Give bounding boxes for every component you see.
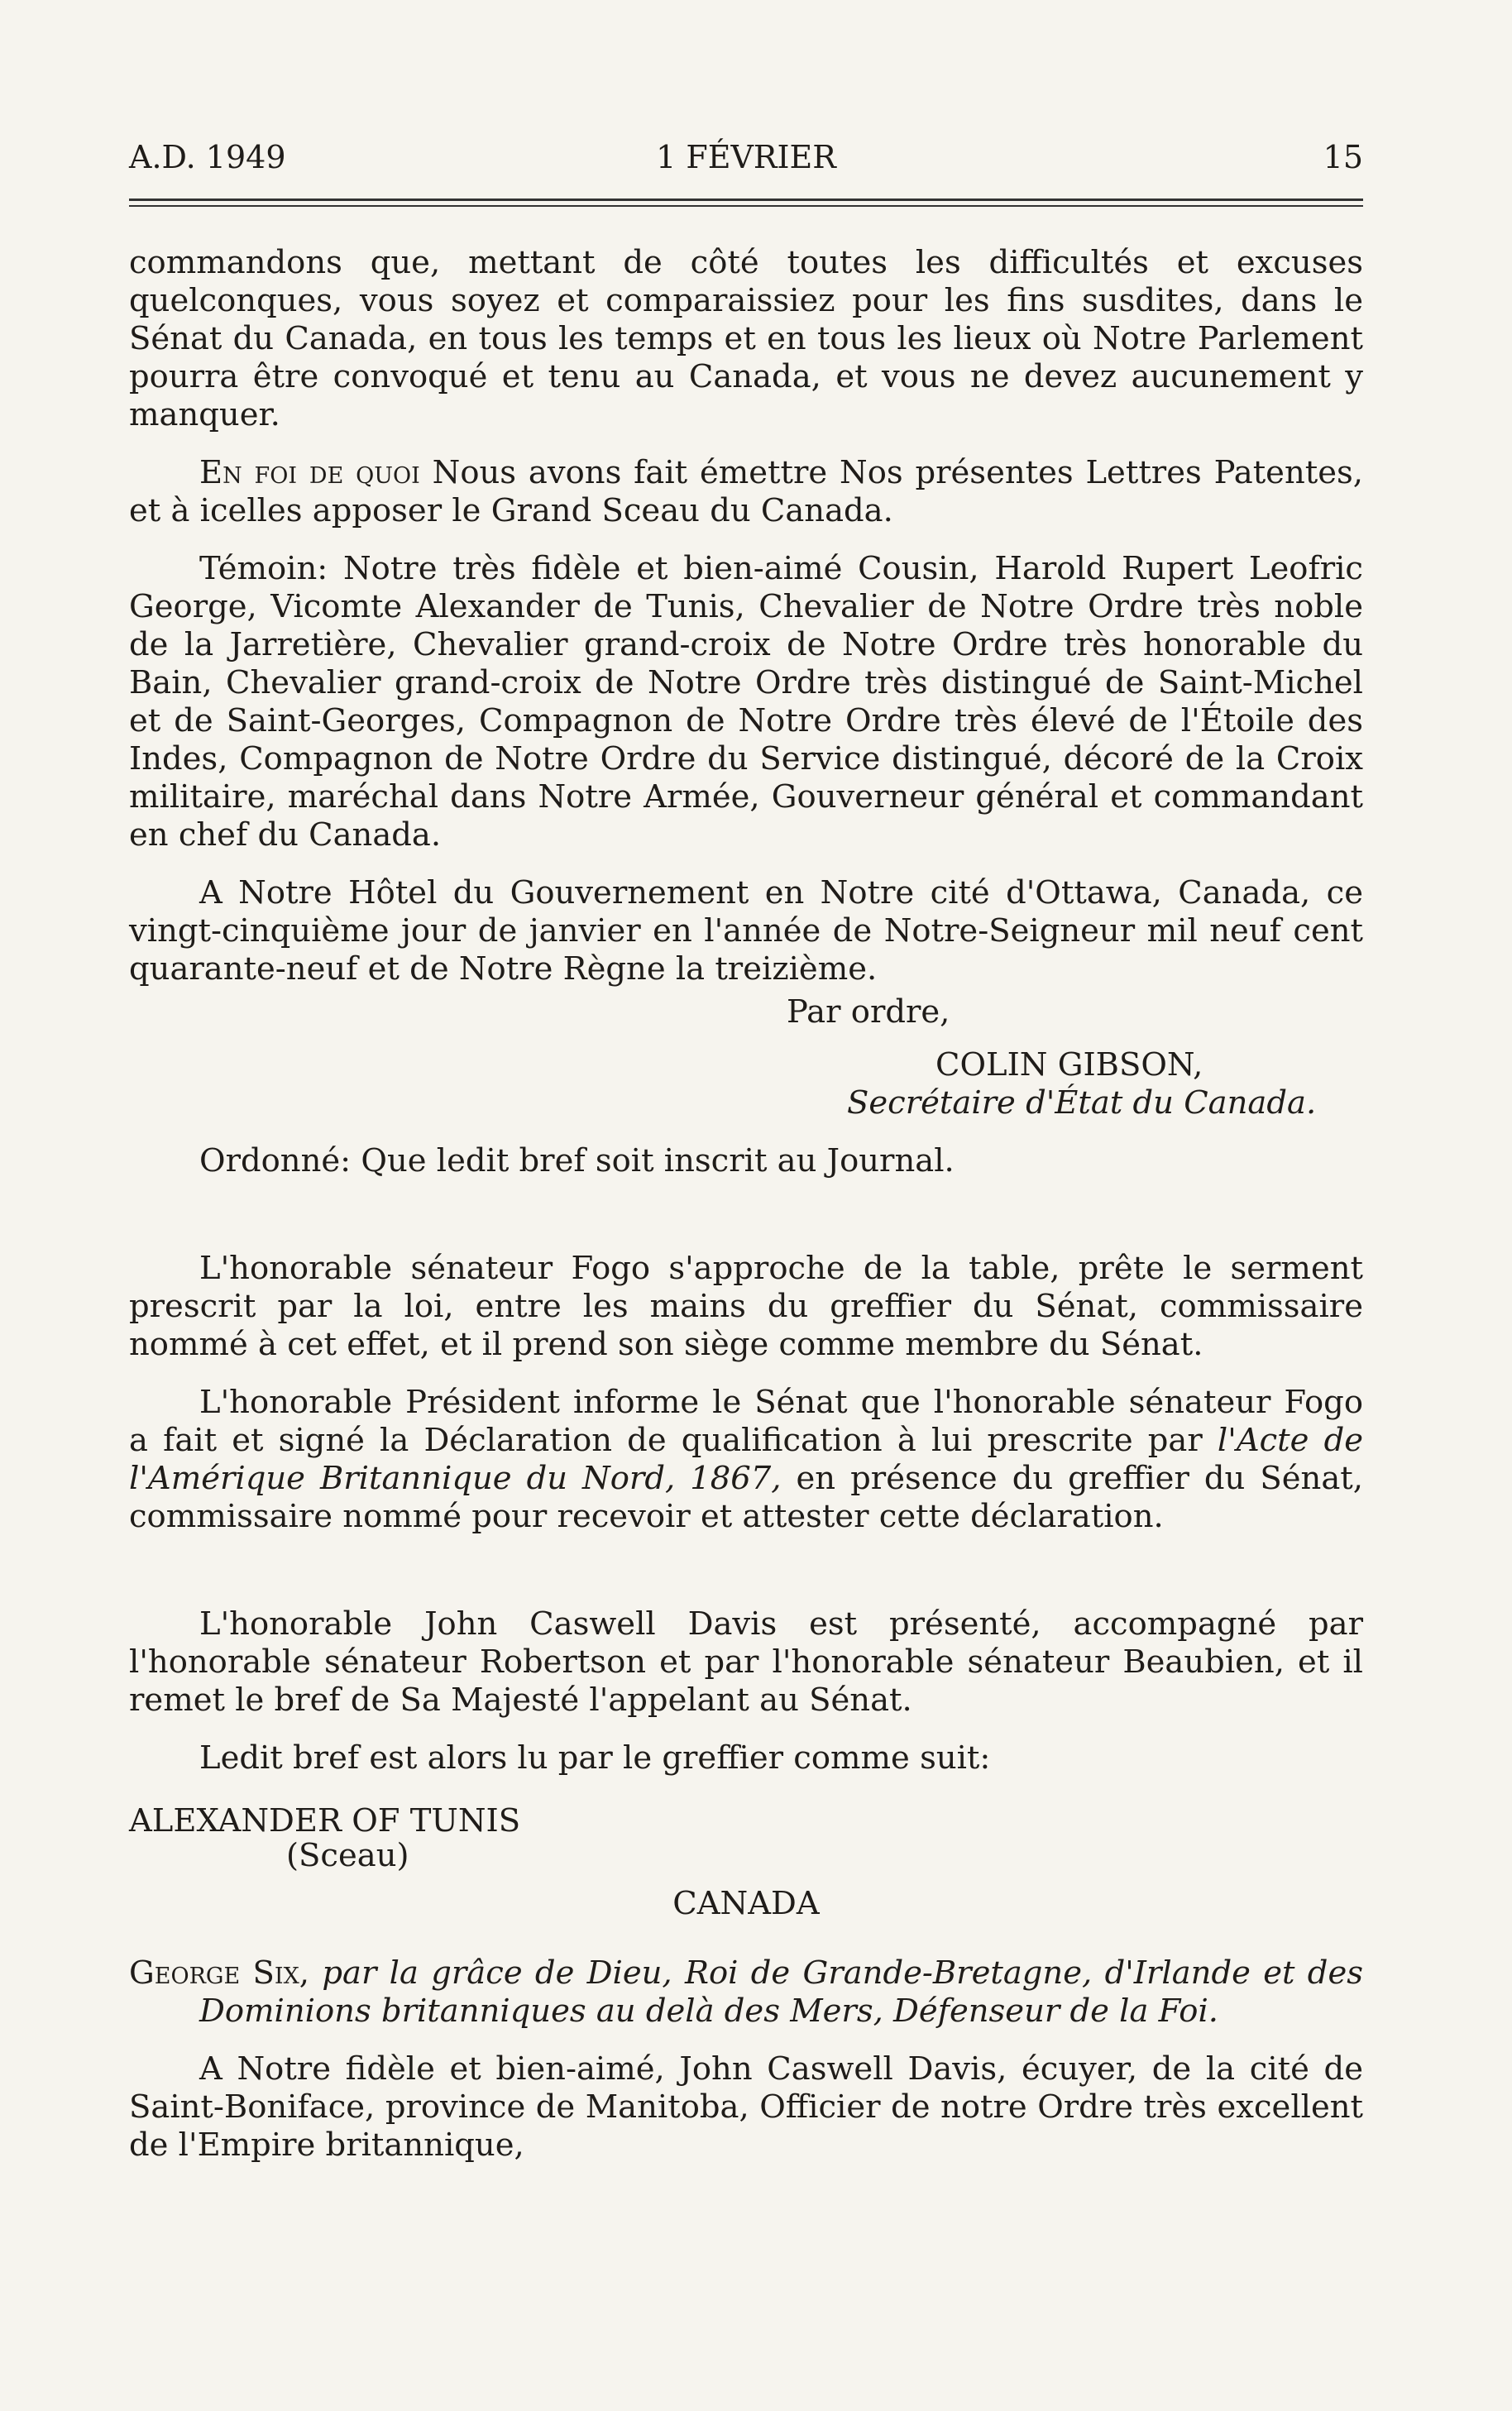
spacer [129,1200,1363,1250]
paragraph-hotel: A Notre Hôtel du Gouvernement en Notre cité d'Ottawa, Canada, ce vingt-cinquième jour de janvier en l'année de Notre-Seigneur mil neuf cent quarante-neuf et de Notre Règne la treizième. [129,874,1363,988]
act-title: l'Acte de l'Amérique Britannique du Nord, 1867, [129,1422,1364,1497]
small-caps-lead: En foi de quoi [199,454,420,491]
signer-name: COLIN GIBSON, [935,1046,1203,1084]
par-ordre: Par ordre, [787,993,950,1031]
paragraph-fogo-declaration [129,1384,1363,1536]
header-rule [129,199,1363,201]
seal-line: (Sceau) [286,1837,409,1874]
header-year: A.D. 1949 [129,139,286,175]
spacer [129,1556,1363,1605]
small-caps-lead: George Six, [129,1954,310,1992]
paragraph-davis: L'honorable John Caswell Davis est présenté, accompagné par l'honorable sénateur Robertson et par l'honorable sénateur Beaubien, et il remet le bref de Sa Majesté l'appelant au Sénat. [129,1605,1363,1719]
paragraph-temoin: Témoin: Notre très fidèle et bien-aimé Cousin, Harold Rupert Leofric George, Vicomte Alexander de Tunis, Chevalier de Notre Ordre très noble de la Jarretière, Chevalier grand-croix de Notre Ordre très honorable du Bain, Chevalier grand-croix de Notre Ordre très distingué de Saint-Michel et de Saint-Georges, Compagnon de Notre Ordre très élevé de l'Étoile des Indes, Compagnon de Notre Ordre du Service distingué, décoré de la Croix militaire, maréchal dans Notre Armée, Gouverneur général et commandant en chef du Canada. [129,550,1363,854]
paragraph-text: en présence du greffier du Sénat, commissaire nommé pour recevoir et attester cette déclaration. [129,1460,1364,1535]
page-number: 15 [1323,139,1363,175]
page-header [129,139,1363,189]
royal-title: par la grâce de Dieu, Roi de Grande-Bretagne, d'Irlande et des Dominions britanniques au delà des Mers, Défenseur de la Foi. [199,1954,1363,2030]
paragraph-ledit: Ledit bref est alors lu par le greffier comme suit: [199,1739,991,1777]
paragraph-text: Nous avons fait émettre Nos présentes Lettres Patentes, et à icelles apposer le Grand Sceau du Canada. [129,454,1363,529]
paragraph-text: L'honorable Président informe le Sénat que l'honorable sénateur Fogo a fait et signé la Déclaration de qualification à lui prescrite par [129,1384,1363,1459]
paragraph-fogo-oath: L'honorable sénateur Fogo s'approche de la table, prête le serment prescrit par la loi, entre les mains du greffier du Sénat, commissaire nommé à cet effet, et il prend son siège comme membre du Sénat. [129,1250,1363,1363]
paragraph-george [129,1954,1363,2031]
signer-title: Secrétaire d'État du Canada. [847,1084,1317,1122]
alexander-line: ALEXANDER OF TUNIS [129,1802,521,1839]
paragraph-ordonne: Ordonné: Que ledit bref soit inscrit au Journal. [199,1142,955,1179]
paragraph-en-foi [129,454,1363,530]
page-body [129,244,1363,2184]
paragraph-continuation: commandons que, mettant de côté toutes les difficultés et excuses quelconques, vous soyez et comparaissiez pour les fins susdites, dans le Sénat du Canada, en tous les temps et en tous les lieux où Notre Parlement pourra être convoqué et tenu au Canada, et vous ne devez aucunement y manquer. [129,244,1363,433]
paragraph-davis-address: A Notre fidèle et bien-aimé, John Caswell Davis, écuyer, de la cité de Saint-Boniface, province de Manitoba, Officier de notre Ordre très excellent de l'Empire britannique, [129,2050,1363,2164]
header-date: 1 FÉVRIER [656,139,836,175]
canada-heading: CANADA [672,1885,820,1922]
header-rule-double [129,205,1363,207]
